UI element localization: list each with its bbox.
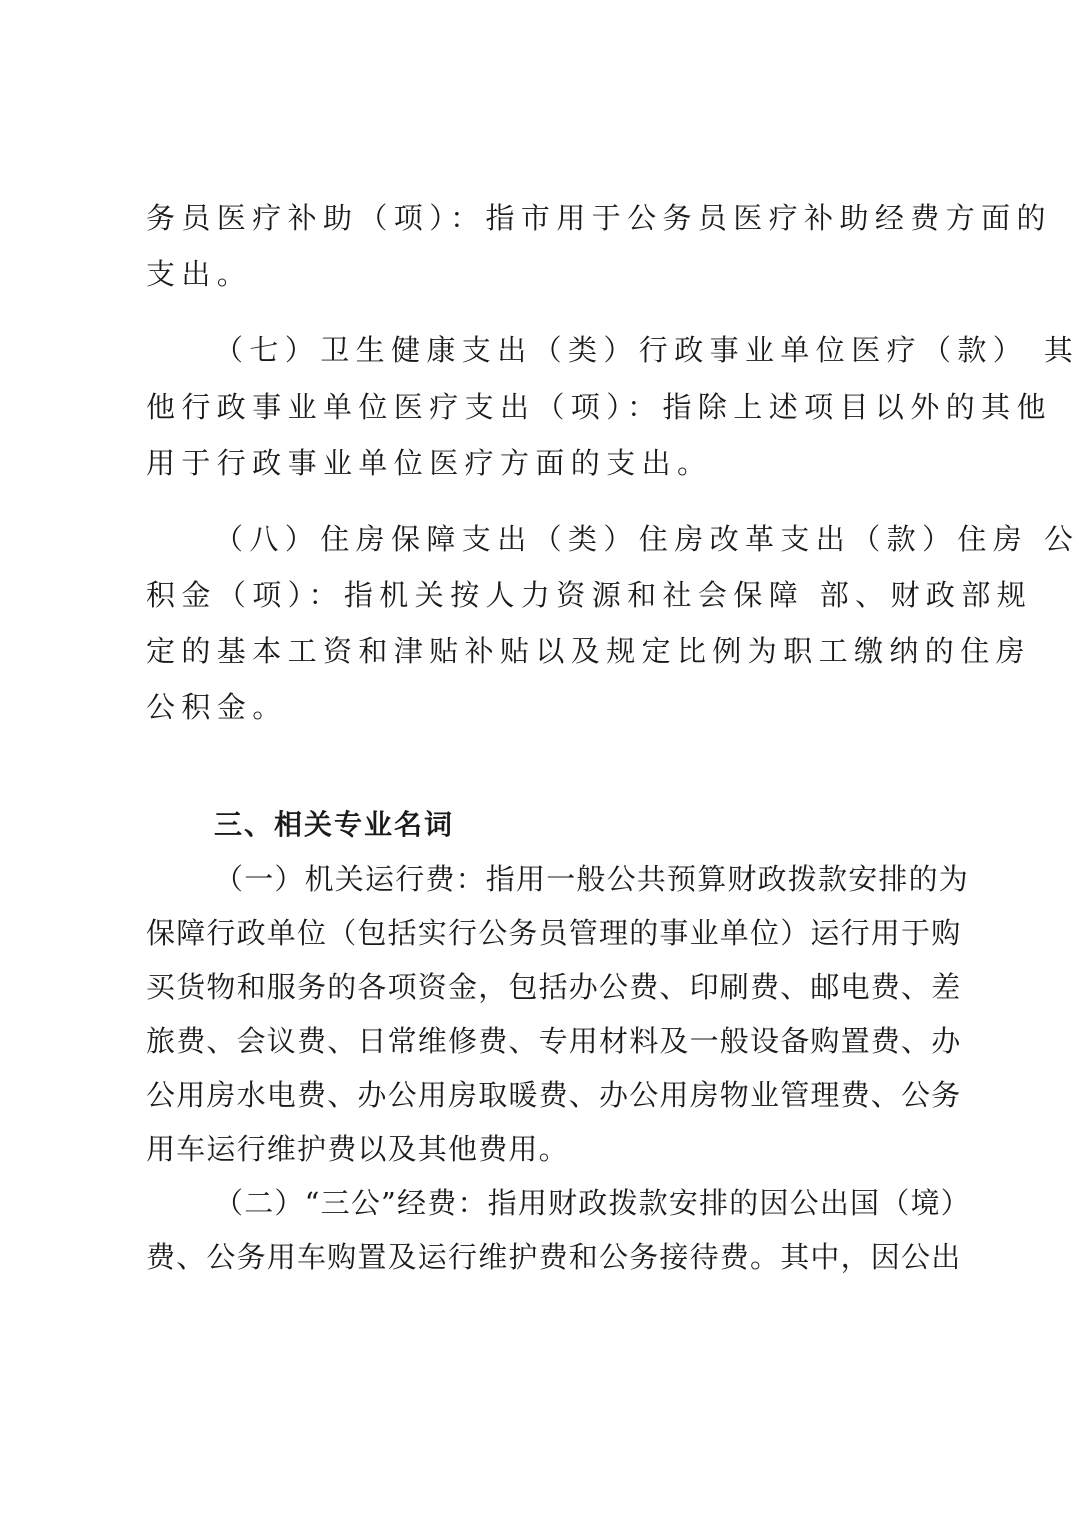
text-line: 定的基本工资和津贴补贴以及规定比例为职工缴纳的住房 [146, 634, 1032, 668]
text-line: 积金（项）：指机关按人力资源和社会保障 部、财政部规 [146, 578, 1033, 612]
text-line: 旅费、会议费、日常维修费、专用材料及一般设备购置费、办 [146, 1024, 962, 1058]
text-line: 公用房水电费、办公用房取暖费、办公用房物业管理费、公务 [146, 1078, 962, 1112]
text-line: 务员医疗补助（项）：指市用于公务员医疗补助经费方面的 [146, 201, 1052, 235]
paragraph-line-2: （二）“三公”经费：指用财政拨款安排的因公出国（境） [214, 1186, 971, 1220]
text-line: 他行政事业单位医疗支出（项）：指除上述项目以外的其他 [146, 390, 1052, 424]
text-line: 保障行政单位（包括实行公务员管理的事业单位）运行用于购 [146, 916, 962, 950]
paragraph-line-1: （一）机关运行费：指用一般公共预算财政拨款安排的为 [214, 862, 970, 896]
text-line: 买货物和服务的各项资金，包括办公费、印刷费、邮电费、差 [146, 970, 962, 1004]
text-line: 支出。 [146, 257, 253, 291]
text-line: 公积金。 [146, 690, 288, 724]
section-heading: 三、相关专业名词 [214, 808, 455, 841]
paragraph-line-8: （八）住房保障支出（类）住房改革支出（款）住房 公 [214, 522, 1079, 556]
text-line: 用车运行维护费以及其他费用。 [146, 1132, 569, 1166]
text-line: 用于行政事业单位医疗方面的支出。 [146, 446, 713, 480]
text-line: 费、公务用车购置及运行维护费和公务接待费。其中，因公出 [146, 1240, 962, 1274]
paragraph-line-7: （七）卫生健康支出（类）行政事业单位医疗（款） 其 [214, 333, 1079, 367]
